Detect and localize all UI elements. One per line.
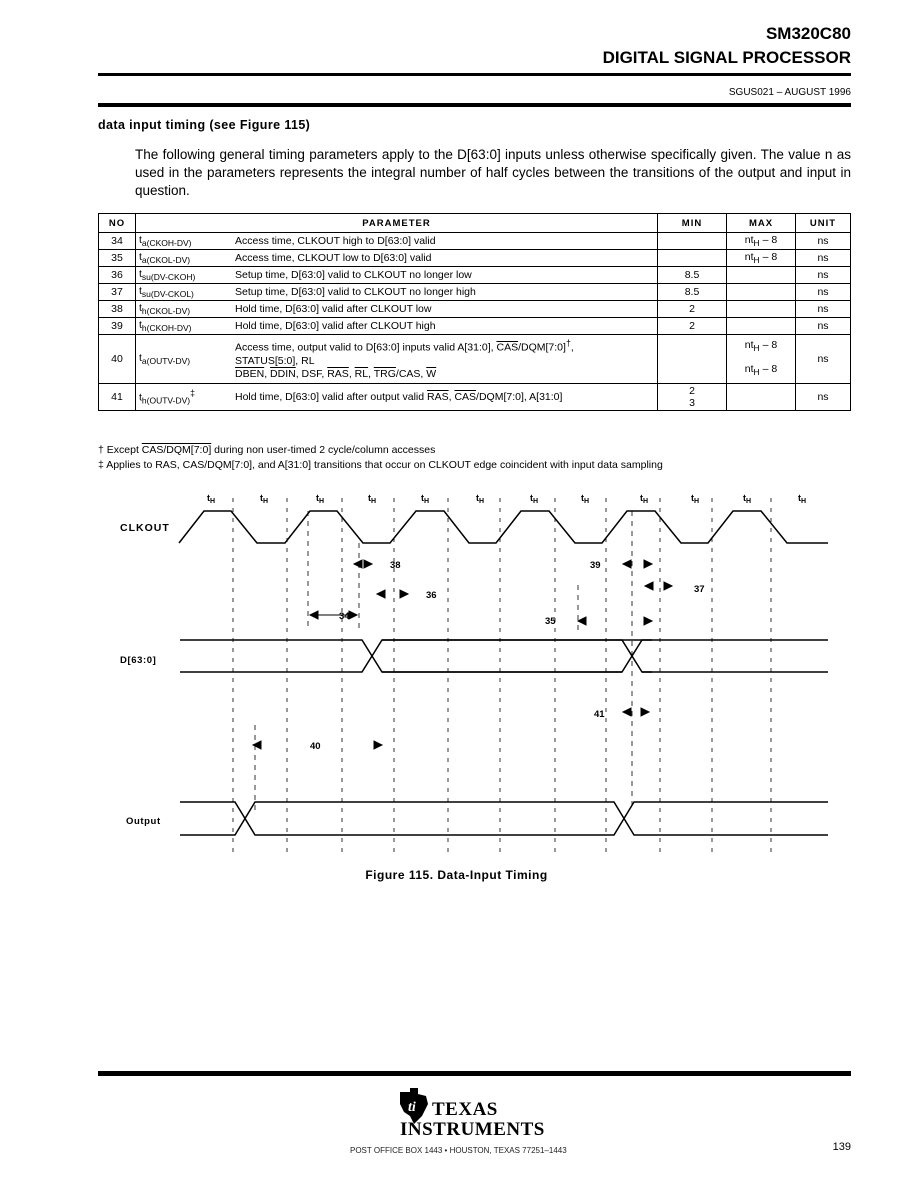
- cell-min: 2: [658, 301, 727, 318]
- max-value: nt: [744, 338, 754, 351]
- signal-name: $\overline{RL}$: [354, 367, 369, 380]
- footnote-text: during non user-timed 2 cycle/column accesses: [211, 444, 436, 456]
- cell-symbol: [136, 284, 233, 301]
- cell-symbol: [136, 301, 233, 318]
- min-value: 2: [689, 384, 695, 397]
- max-subscript: H: [753, 366, 760, 377]
- header-rule-2: [98, 103, 851, 107]
- max-value: nt: [744, 234, 754, 246]
- text: ,: [264, 367, 271, 380]
- half-period-label: $t_H$: [581, 493, 590, 505]
- figure-caption: Figure 115. Data-Input Timing: [365, 868, 548, 882]
- symbol-subscript: h(CKOH-DV): [141, 323, 192, 333]
- half-period-label: $t_H$: [530, 493, 539, 505]
- cell-unit: ns: [796, 383, 851, 410]
- table-row: [99, 233, 851, 250]
- cell-symbol: [136, 233, 233, 250]
- table-body: [99, 233, 851, 411]
- reference-lines: [233, 498, 771, 852]
- cell-min: [658, 383, 727, 410]
- table-header-row: [99, 214, 851, 233]
- cell-description: Setup time, D[63:0] valid to CLKOUT no longer low: [232, 267, 658, 284]
- signal-name: $\overline{W}$: [426, 367, 437, 380]
- half-period-label: $t_H$: [640, 493, 649, 505]
- timing-diagram: [0, 480, 913, 860]
- signal-name: DBEN: [235, 367, 265, 380]
- brand-line-1: TEXAS: [432, 1099, 498, 1120]
- symbol-letter: t: [139, 302, 142, 314]
- symbol-letter: t: [139, 351, 142, 364]
- half-period-label: $t_H$: [798, 493, 807, 505]
- symbol-letter: t: [139, 285, 142, 297]
- output-bus-waveform: [180, 802, 828, 835]
- half-period-labels: [207, 493, 806, 505]
- cell-unit: ns: [796, 233, 851, 250]
- cell-max: [727, 335, 796, 384]
- signal-label-clkout: CLKOUT: [120, 522, 170, 534]
- half-period-label: $t_H$: [421, 493, 430, 505]
- max-tail: – 8: [759, 338, 778, 351]
- max-subscript: H: [753, 238, 760, 248]
- cell-no: 36: [99, 267, 136, 284]
- text: , DSF,: [295, 367, 328, 380]
- col-min: MIN: [658, 214, 727, 233]
- half-period-label: $t_H$: [476, 493, 485, 505]
- marker-41: 41: [594, 709, 605, 720]
- max-tail: – 8: [759, 251, 778, 263]
- cell-max: [727, 383, 796, 410]
- cell-min: [658, 250, 727, 267]
- max-tail: – 8: [759, 234, 778, 246]
- cell-description: Access time, CLKOUT low to D[63:0] valid: [232, 250, 658, 267]
- footnote-text: Except: [106, 444, 142, 456]
- header-rule: [98, 73, 851, 76]
- half-period-label: $t_H$: [743, 493, 752, 505]
- col-unit: UNIT: [796, 214, 851, 233]
- doc-number: SGUS021 – AUGUST 1996: [728, 87, 851, 98]
- table-row: [99, 267, 851, 284]
- svg-text:ti: ti: [408, 1100, 416, 1115]
- cell-unit: ns: [796, 301, 851, 318]
- half-period-label: $t_H$: [368, 493, 377, 505]
- table-row: [99, 383, 851, 410]
- cell-description: Setup time, D[63:0] valid to CLKOUT no longer high: [232, 284, 658, 301]
- marker-38: 38: [390, 560, 401, 571]
- col-no: NO: [99, 214, 136, 233]
- cell-no: 37: [99, 284, 136, 301]
- cell-unit: ns: [796, 318, 851, 335]
- part-number: SM320C80: [765, 24, 851, 43]
- symbol-subscript: h(CKOL-DV): [141, 306, 191, 316]
- footnote-1: [98, 444, 435, 456]
- cell-min: 8.5: [658, 267, 727, 284]
- table-row: [99, 335, 851, 384]
- text: ,: [348, 367, 355, 380]
- symbol-letter: t: [139, 319, 142, 331]
- symbol-subscript: su(DV-CKOL): [141, 289, 194, 299]
- document-title: DIGITAL SIGNAL PROCESSOR: [602, 48, 851, 67]
- spacer: [730, 355, 792, 363]
- cell-max: [727, 233, 796, 250]
- table-row: [99, 284, 851, 301]
- symbol-letter: t: [139, 268, 142, 280]
- symbol-letter: t: [139, 251, 142, 263]
- text: Hold time, D[63:0] valid after output valid: [235, 390, 428, 403]
- cell-unit: ns: [796, 267, 851, 284]
- table-row: [99, 318, 851, 335]
- footnote-mark: †: [565, 338, 571, 348]
- cell-max: [727, 301, 796, 318]
- max-subscript: H: [753, 342, 760, 353]
- cell-description: [232, 335, 658, 384]
- table-row: [99, 250, 851, 267]
- max-value-line: [730, 339, 792, 355]
- signal-name: $\overline{CAS}$: [454, 390, 477, 403]
- signal-name: DDIN: [270, 367, 296, 380]
- symbol-letter: t: [139, 234, 142, 246]
- cell-symbol: [136, 318, 233, 335]
- max-value: nt: [744, 251, 754, 263]
- signal-label-data: D[63:0]: [120, 655, 157, 666]
- marker-37: 37: [694, 584, 705, 595]
- text: /DQM[7:0]: [518, 341, 566, 354]
- text: /DQM[7:0], A[31:0]: [476, 390, 563, 403]
- half-period-label: $t_H$: [260, 493, 269, 505]
- brand-line-2: INSTRUMENTS: [400, 1119, 545, 1140]
- cell-max: [727, 267, 796, 284]
- cell-symbol: [136, 383, 233, 410]
- text: ,: [448, 390, 455, 403]
- signal-label-output: Output: [126, 816, 161, 827]
- cell-no: 39: [99, 318, 136, 335]
- marker-36: 36: [426, 590, 437, 601]
- half-period-label: $t_H$: [207, 493, 216, 505]
- timing-arrows: [253, 560, 672, 749]
- text: Access time, output valid to D[63:0] inputs valid A[31:0],: [235, 341, 497, 354]
- cell-description: Hold time, D[63:0] valid after CLKOUT low: [232, 301, 658, 318]
- cell-no: 40: [99, 335, 136, 384]
- marker-39: 39: [590, 560, 601, 571]
- cell-unit: ns: [796, 250, 851, 267]
- description-line: [235, 368, 654, 381]
- symbol-subscript: a(CKOL-DV): [141, 255, 191, 265]
- timing-parameter-table: [98, 213, 851, 411]
- footer-rule: [98, 1071, 851, 1076]
- section-title: data input timing (see Figure 115): [98, 118, 311, 132]
- reference-lines-short: [255, 511, 632, 815]
- cell-unit: ns: [796, 284, 851, 301]
- symbol-subscript: su(DV-CKOH): [141, 272, 196, 282]
- symbol-subscript: a(CKOH-DV): [141, 238, 192, 248]
- cell-description: Access time, CLKOUT high to D[63:0] valid: [232, 233, 658, 250]
- symbol-subscript: a(OUTV-DV): [141, 355, 191, 366]
- min-value: 3: [689, 396, 695, 409]
- description-line: [235, 337, 654, 355]
- max-tail: – 8: [759, 362, 778, 375]
- cell-no: 34: [99, 233, 136, 250]
- cell-min: 2: [658, 318, 727, 335]
- page-number: 139: [832, 1141, 851, 1153]
- cell-min: [658, 233, 727, 250]
- half-period-label: $t_H$: [316, 493, 325, 505]
- text: ,: [570, 341, 574, 354]
- text: ,: [368, 367, 374, 380]
- marker-40: 40: [310, 741, 321, 752]
- footnote-mark: †: [98, 444, 104, 456]
- signal-name: $\overline{TRG}$: [373, 367, 396, 380]
- symbol-subscript: h(OUTV-DV): [141, 395, 191, 406]
- signal-name: $\overline{RAS}$: [427, 390, 449, 403]
- intro-paragraph: The following general timing parameters apply to the D[63:0] inputs unless otherwise specifically given. The value n as used in the parameters represents the integral number of half cycles between the transitions of the output and input in question.: [135, 147, 851, 198]
- cell-max: [727, 284, 796, 301]
- cell-no: 35: [99, 250, 136, 267]
- cell-description: Hold time, D[63:0] valid after CLKOUT high: [232, 318, 658, 335]
- cell-symbol: [136, 250, 233, 267]
- half-period-label: $t_H$: [691, 493, 700, 505]
- footnote-mark: ‡: [190, 387, 195, 398]
- marker-35: 35: [545, 616, 556, 627]
- clkout-waveform: [179, 511, 828, 543]
- footnote-mark: ‡: [98, 459, 104, 471]
- cell-no: 41: [99, 383, 136, 410]
- max-subscript: H: [753, 255, 760, 265]
- signal-name: $\overline{CAS}$: [496, 341, 519, 354]
- cell-min: 8.5: [658, 284, 727, 301]
- cell-max: [727, 250, 796, 267]
- text: /CAS,: [395, 367, 427, 380]
- footnote-signal: CAS/DQM[7:0]: [141, 444, 212, 456]
- cell-min: [658, 335, 727, 384]
- table-row: [99, 301, 851, 318]
- footer-address: POST OFFICE BOX 1443 • HOUSTON, TEXAS 77251–1443: [350, 1146, 567, 1155]
- cell-unit: ns: [796, 335, 851, 384]
- col-parameter: PARAMETER: [136, 214, 658, 233]
- footnote-text: Applies to RAS, CAS/DQM[7:0], and A[31:0] transitions that occur on CLKOUT edge coincident with input data sampling: [106, 459, 663, 471]
- footnote-2: [98, 459, 663, 471]
- marker-34: 34: [339, 611, 350, 622]
- description-line: STATUS[5:0], RL: [235, 354, 315, 367]
- cell-no: 38: [99, 301, 136, 318]
- max-value: nt: [744, 362, 754, 375]
- data-bus-waveform: [180, 640, 828, 672]
- symbol-letter: t: [139, 391, 142, 404]
- signal-name: $\overline{RAS}$: [327, 367, 349, 380]
- cell-symbol: [136, 267, 233, 284]
- cell-symbol: [136, 335, 233, 384]
- cell-max: [727, 318, 796, 335]
- cell-description: [232, 383, 658, 410]
- col-max: MAX: [727, 214, 796, 233]
- max-value-line: [730, 363, 792, 379]
